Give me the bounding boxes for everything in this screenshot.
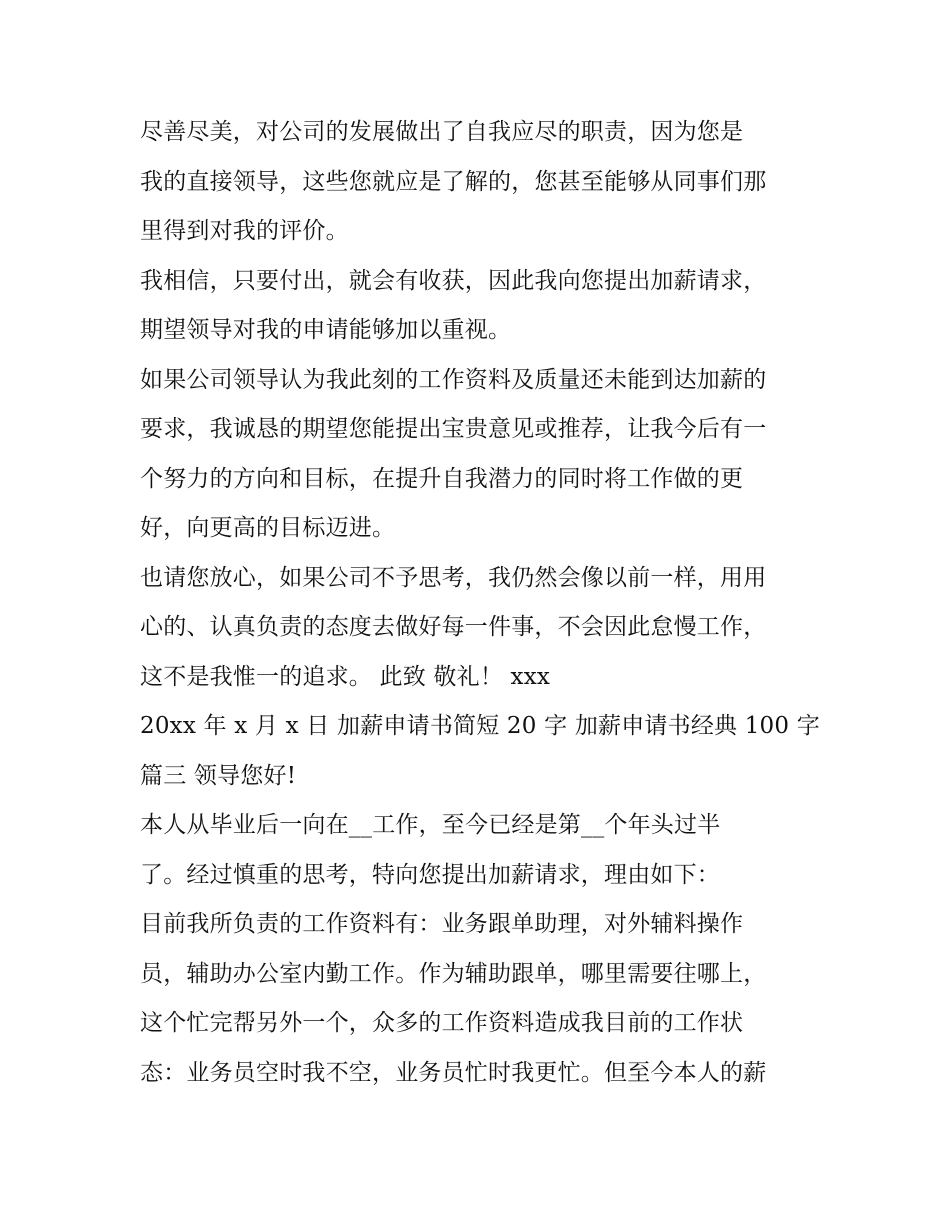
text-line: 态：业务员空时我不空，业务员忙时我更忙。但至今本人的薪	[140, 1059, 767, 1086]
text-line: 心的、认真负责的态度去做好每一件事，不会因此怠慢工作，	[140, 614, 767, 640]
text-line: 个努力的方向和目标，在提升自我潜力的同时将工作做的更	[140, 465, 744, 492]
text-line: 也请您放心，如果公司不予思考，我仍然会像以前一样，用用	[140, 564, 767, 591]
text-line: 尽善尽美，对公司的发展做出了自我应尽的职责，因为您是	[140, 119, 744, 145]
text-line: 要求，我诚恳的期望您能提出宝贵意见或推荐，让我今后有一	[140, 416, 767, 442]
text-line: 里得到对我的评价。	[140, 218, 349, 244]
text-line: 我的直接领导，这些您就应是了解的，您甚至能够从同事们那	[140, 168, 767, 195]
text-line: 期望领导对我的申请能够加以重视。	[140, 317, 512, 343]
text-line: 这不是我惟一的追求。 此致 敬礼！ xxx	[140, 663, 551, 690]
document-body	[140, 108, 830, 1098]
text-line: 这个忙完帮另外一个，众多的工作资料造成我目前的工作状	[140, 1010, 744, 1036]
text-line: 员，辅助办公室内勤工作。作为辅助跟单，哪里需要往哪上，	[140, 960, 767, 987]
text-line: 如果公司领导认为我此刻的工作资料及质量还未能到达加薪的	[140, 366, 767, 393]
text-line: 了。经过慎重的思考，特向您提出加薪请求，理由如下：	[140, 861, 720, 888]
text-line: 本人从毕业后一向在__工作，至今已经是第__个年头过半	[140, 812, 721, 838]
text-line: 好，向更高的目标迈进。	[140, 515, 396, 541]
text-line: 目前我所负责的工作资料有：业务跟单助理，对外辅料操作	[140, 911, 744, 937]
text-line: 篇三 领导您好!	[140, 762, 297, 789]
text-line: 我相信，只要付出，就会有收获，因此我向您提出加薪请求，	[140, 267, 767, 294]
text-line: 20xx 年 x 月 x 日 加薪申请书简短 20 字 加薪申请书经典 100 字	[140, 713, 820, 739]
